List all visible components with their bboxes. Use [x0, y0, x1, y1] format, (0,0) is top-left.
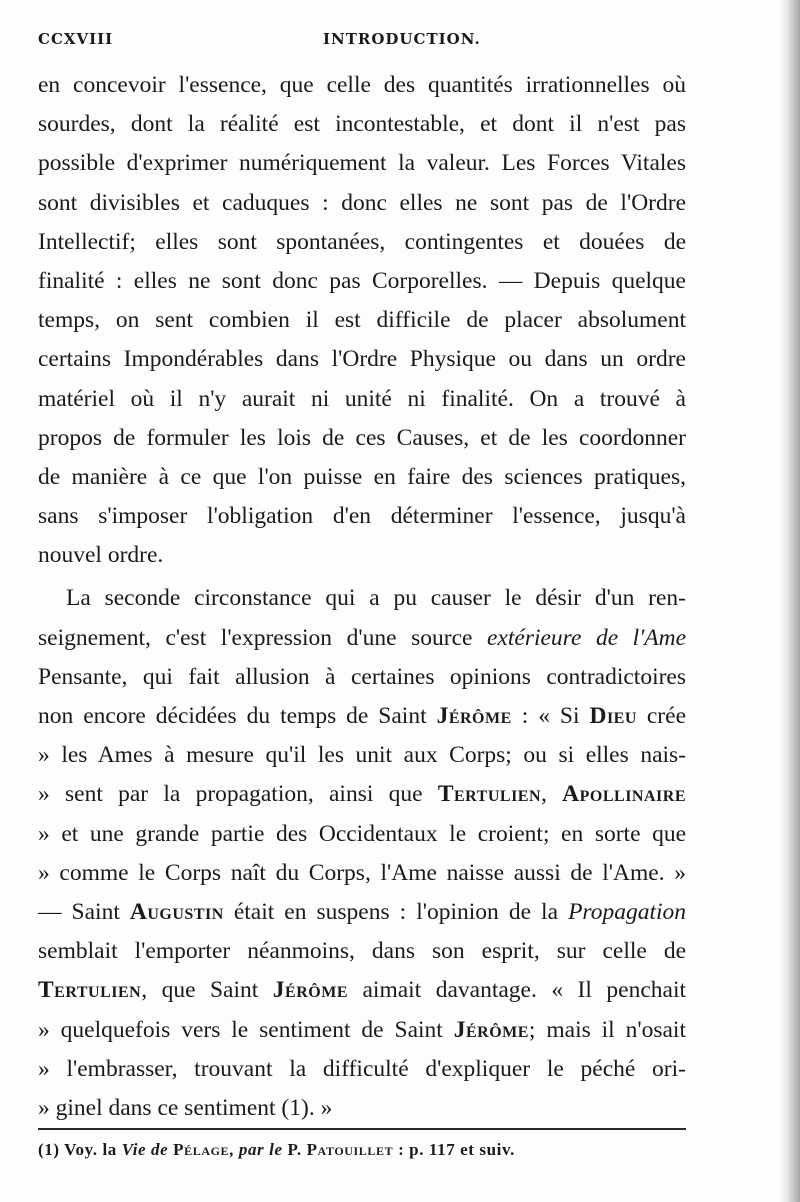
- text-line: finalité : elles ne sont donc pas Corporelles. — Depuis quelque: [38, 267, 686, 294]
- text-span: crée: [636, 703, 686, 729]
- text-span: » quelquefois vers le sentiment de Saint: [38, 1016, 454, 1043]
- text-line: propos de formuler les lois de ces Causes, et de les coordonner: [38, 424, 686, 451]
- text-line: Intellectif; elles sont spontanées, contingentes et douées de: [38, 228, 686, 255]
- text-line: en concevoir l'essence, que celle des quantités irrationnelles où: [38, 72, 686, 98]
- italic-text: extérieure de l'Ame: [487, 624, 686, 651]
- name-smallcaps: Jérôme: [453, 1016, 529, 1043]
- name-smallcaps: Tertulien: [437, 781, 542, 808]
- footnote: [38, 1140, 698, 1160]
- text-span: : « Si: [511, 703, 590, 729]
- footnote-name: Patouillet: [306, 1140, 394, 1159]
- text-line: [38, 775, 686, 814]
- footnote-text: ,: [229, 1140, 239, 1159]
- text-span: aimait davantage. « Il penchait: [348, 977, 686, 1004]
- paragraph-start-line: La seconde circonstance qui a pu causer le désir d'un ren-: [66, 585, 686, 612]
- name-smallcaps: Tertulien: [38, 977, 142, 1004]
- text-line: » l'embrasser, trouvant la difficulté d'expliquer le péché ori-: [38, 1055, 686, 1082]
- text-line: [38, 893, 686, 932]
- footnote-text: : p. 117 et suiv.: [393, 1140, 516, 1159]
- body-text: [38, 66, 686, 1128]
- text-line: [38, 1011, 686, 1050]
- name-smallcaps: Jérôme: [272, 977, 348, 1004]
- text-line: » les Ames à mesure qu'il les unit aux Corps; ou si elles nais-: [38, 742, 686, 769]
- text-line: » et une grande partie des Occidentaux le croient; en sorte que: [38, 820, 686, 847]
- running-title: INTRODUCTION.: [323, 30, 481, 48]
- footnote-text: P.: [282, 1140, 307, 1159]
- text-line: [38, 697, 686, 736]
- text-span: seignement, c'est l'expression d'une source: [38, 624, 487, 651]
- name-smallcaps: Augustin: [129, 898, 224, 925]
- text-span: » sent par la propagation, ainsi que: [38, 781, 438, 808]
- text-line: possible d'exprimer numériquement la valeur. Les Forces Vitales: [38, 150, 686, 177]
- text-line: sans s'imposer l'obligation d'en déterminer l'essence, jusqu'à: [38, 503, 686, 530]
- text-line: nouvel ordre.: [38, 542, 164, 569]
- footnote-text: (1) Voy. la: [38, 1140, 122, 1159]
- text-span: — Saint: [38, 898, 130, 925]
- name-smallcaps: Dieu: [589, 703, 637, 729]
- text-line: certains Impondérables dans l'Ordre Physique ou dans un ordre: [38, 346, 686, 373]
- text-line: » comme le Corps naît du Corps, l'Ame naisse aussi de l'Ame. »: [38, 859, 686, 886]
- text-line: sourdes, dont la réalité est incontestable, et dont il n'est pas: [38, 111, 686, 138]
- page-folio: CCXVIII: [38, 30, 114, 48]
- text-line: » ginel dans ce sentiment (1). »: [38, 1094, 333, 1121]
- text-line: matériel où il n'y aurait ni unité ni finalité. On a trouvé à: [38, 385, 686, 412]
- footnote-rule: [38, 1128, 686, 1130]
- text-span: , que Saint: [141, 977, 273, 1004]
- page-header: [38, 30, 760, 52]
- text-line: [38, 971, 686, 1010]
- text-line: sont divisibles et caduques : donc elles ne sont pas de l'Ordre: [38, 189, 686, 216]
- text-span: ; mais il n'osait: [528, 1016, 686, 1043]
- footnote-italic: par le: [238, 1140, 283, 1159]
- text-span: était en suspens : l'opinion de la: [223, 898, 569, 925]
- name-smallcaps: Jérôme: [436, 703, 512, 729]
- name-smallcaps: Apollinaire: [562, 781, 686, 808]
- text-line: semblait l'emporter néanmoins, dans son esprit, sur celle de: [38, 938, 686, 965]
- text-line: de manière à ce que l'on puisse en faire des sciences pratiques,: [38, 463, 686, 490]
- text-line: [38, 619, 686, 658]
- text-span: ,: [541, 781, 563, 808]
- footnote-italic: Vie de: [121, 1140, 169, 1159]
- footnote-name: Pélage: [168, 1140, 230, 1159]
- italic-text: Propagation: [568, 898, 686, 925]
- text-line: Pensante, qui fait allusion à certaines opinions contradictoires: [38, 663, 686, 690]
- text-span: non encore décidées du temps de Saint: [38, 703, 437, 729]
- text-line: temps, on sent combien il est difficile de placer absolument: [38, 307, 686, 334]
- page-gutter-shadow: [778, 0, 800, 1202]
